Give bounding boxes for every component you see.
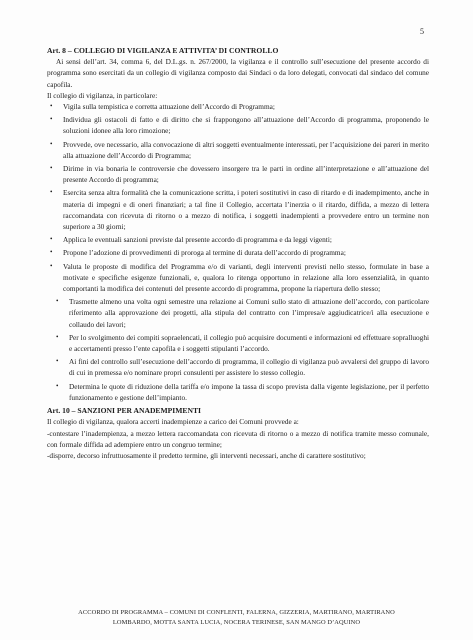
art8-duties-list bbox=[47, 101, 429, 294]
list-item: • Valuta le proposte di modifica del Programma e/o di varianti, degli interventi previsti nello stesso, formulate in base a motivate e specifiche esigenze funzionali, e, qualora lo ritenga opportuno in relazione alla loro essenzialità, in quanto comportanti la modifica dei contenuti del presente accordo di programma, propone la riapertura dello stesso; bbox=[50, 261, 429, 294]
bullet-icon: • bbox=[50, 115, 53, 124]
art8-lead: Il collegio di vigilanza, in particolare: bbox=[47, 90, 158, 100]
bullet-icon: • bbox=[56, 381, 59, 390]
list-item: • Per lo svolgimento dei compiti sopraelencati, il collegio può acquisire documenti e informazioni ed effettuare sopralluoghi e accertamenti presso l’ente capofila e i soggetti stipulanti l’accordo. bbox=[56, 332, 429, 354]
bullet-icon: • bbox=[50, 102, 53, 111]
bullet-icon: • bbox=[56, 357, 59, 366]
list-item: • Trasmette almeno una volta ogni semestre una relazione ai Comuni sullo stato di attuazione dell’accordo, con particolare riferimento alla approvazione dei progetti, alla stipula del contratto con l’impresa/e aggiudicatrice/i alla esecuzione e collaudo dei lavori; bbox=[56, 297, 429, 329]
art8-heading: Art. 8 – COLLEGIO DI VIGILANZA E ATTIVITA’ DI CONTROLLO bbox=[47, 46, 279, 55]
bullet-icon: • bbox=[50, 235, 53, 244]
bullet-icon: • bbox=[50, 188, 53, 197]
art10-heading: Art. 10 – SANZIONI PER ANADEMPIMENTI bbox=[47, 406, 201, 416]
list-item: • Applica le eventuali sanzioni previste dal presente accordo di programma e da leggi vigenti; bbox=[50, 235, 332, 245]
bullet-icon: • bbox=[56, 297, 59, 306]
bullet-icon: • bbox=[50, 261, 53, 270]
art8-sub-list bbox=[47, 296, 429, 403]
list-item: • Determina le quote di riduzione della tariffa e/o impone la tassa di scopo prevista dalla vigente legislazione, per il perfetto funzionamento e gestione dell’impianto. bbox=[56, 381, 429, 402]
page-footer bbox=[40, 608, 433, 627]
footer-line: LOMBARDO, MOTTA SANTA LUCIA, NOCERA TERINESE, SAN MANGO D’AQUINO bbox=[112, 618, 361, 626]
art8-intro: Ai sensi dell’art. 34, comma 6, del D.L.gs. n. 267/2000, la vigilanza e il controllo sull’esecuzione del presente accordo di programma sono esercitati da un collegio di vigilanza composto dai Sindaci o da loro delegati, convocati dal sindaco del comune capofila. bbox=[47, 57, 429, 89]
bullet-icon: • bbox=[56, 332, 59, 341]
footer-line: ACCORDO DI PROGRAMMA – COMUNI DI CONFLENTI, FALERNA, GIZZERIA, MARTIRANO, MARTIRANO bbox=[78, 609, 395, 616]
list-item: • Vigila sulla tempistica e corretta attuazione dell’Accordo di Programma; bbox=[50, 102, 275, 112]
bullet-icon: • bbox=[50, 248, 53, 257]
art10-line: Il collegio di vigilanza, qualora accerti inadempienze a carico dei Comuni provvede a: bbox=[47, 417, 299, 427]
bullet-icon: • bbox=[50, 139, 53, 148]
bullet-icon: • bbox=[50, 164, 53, 173]
document-body bbox=[47, 45, 429, 461]
art10-line: -disporre, decorso infruttuosamente il predetto termine, gli interventi necessari, anche di carattere sostitutivo; bbox=[47, 450, 366, 460]
list-item: • Provvede, ove necessario, alla convocazione di altri soggetti eventualmente interessati, per l’acquisizione dei pareri in merito alla attuazione dell’Accordo di Programma; bbox=[50, 139, 429, 160]
list-item: • Dirime in via bonaria le controversie che dovessero insorgere tra le parti in ordine all’interpretazione e all’attuazione del presente Accordo di programma; bbox=[50, 164, 429, 185]
page-number: 5 bbox=[420, 27, 424, 36]
list-item: • Esercita senza altra formalità che la comunicazione scritta, i poteri sostitutivi in caso di ritardo e di inadempimento, anche in materia di impegni e di oneri finanziari; a tal fine il Collegio, accertata l’inerzia o il ritardo, diffida, a mezzo di lettera raccomandata con ricevuta di ritorno o a mezzo di notifica, i soggetti inadempienti a provvedere entro un termine non superiore a 30 giorni; bbox=[50, 188, 429, 232]
list-item: • Individua gli ostacoli di fatto e di diritto che si frappongono all’attuazione dell’Accordo di programma, proponendo le soluzioni idonee alla loro rimozione; bbox=[50, 115, 429, 136]
art10-line: -contestare l’inadempienza, a mezzo lettera raccomandata con ricevuta di ritorno o a mezzo di notifica tramite messo comunale, con formale diffida ad adempiere entro un congruo termine; bbox=[47, 428, 429, 449]
list-item: • Propone l’adozione di provvedimenti di proroga al termine di durata dell’accordo di programma; bbox=[50, 248, 346, 258]
list-item: • Ai fini del controllo sull’esecuzione dell’accordo di programma, il collegio di vigilanza può avvalersi del gruppo di lavoro di cui in premessa e/o nominare propri consulenti per assistere lo stesso collegio. bbox=[56, 357, 429, 378]
